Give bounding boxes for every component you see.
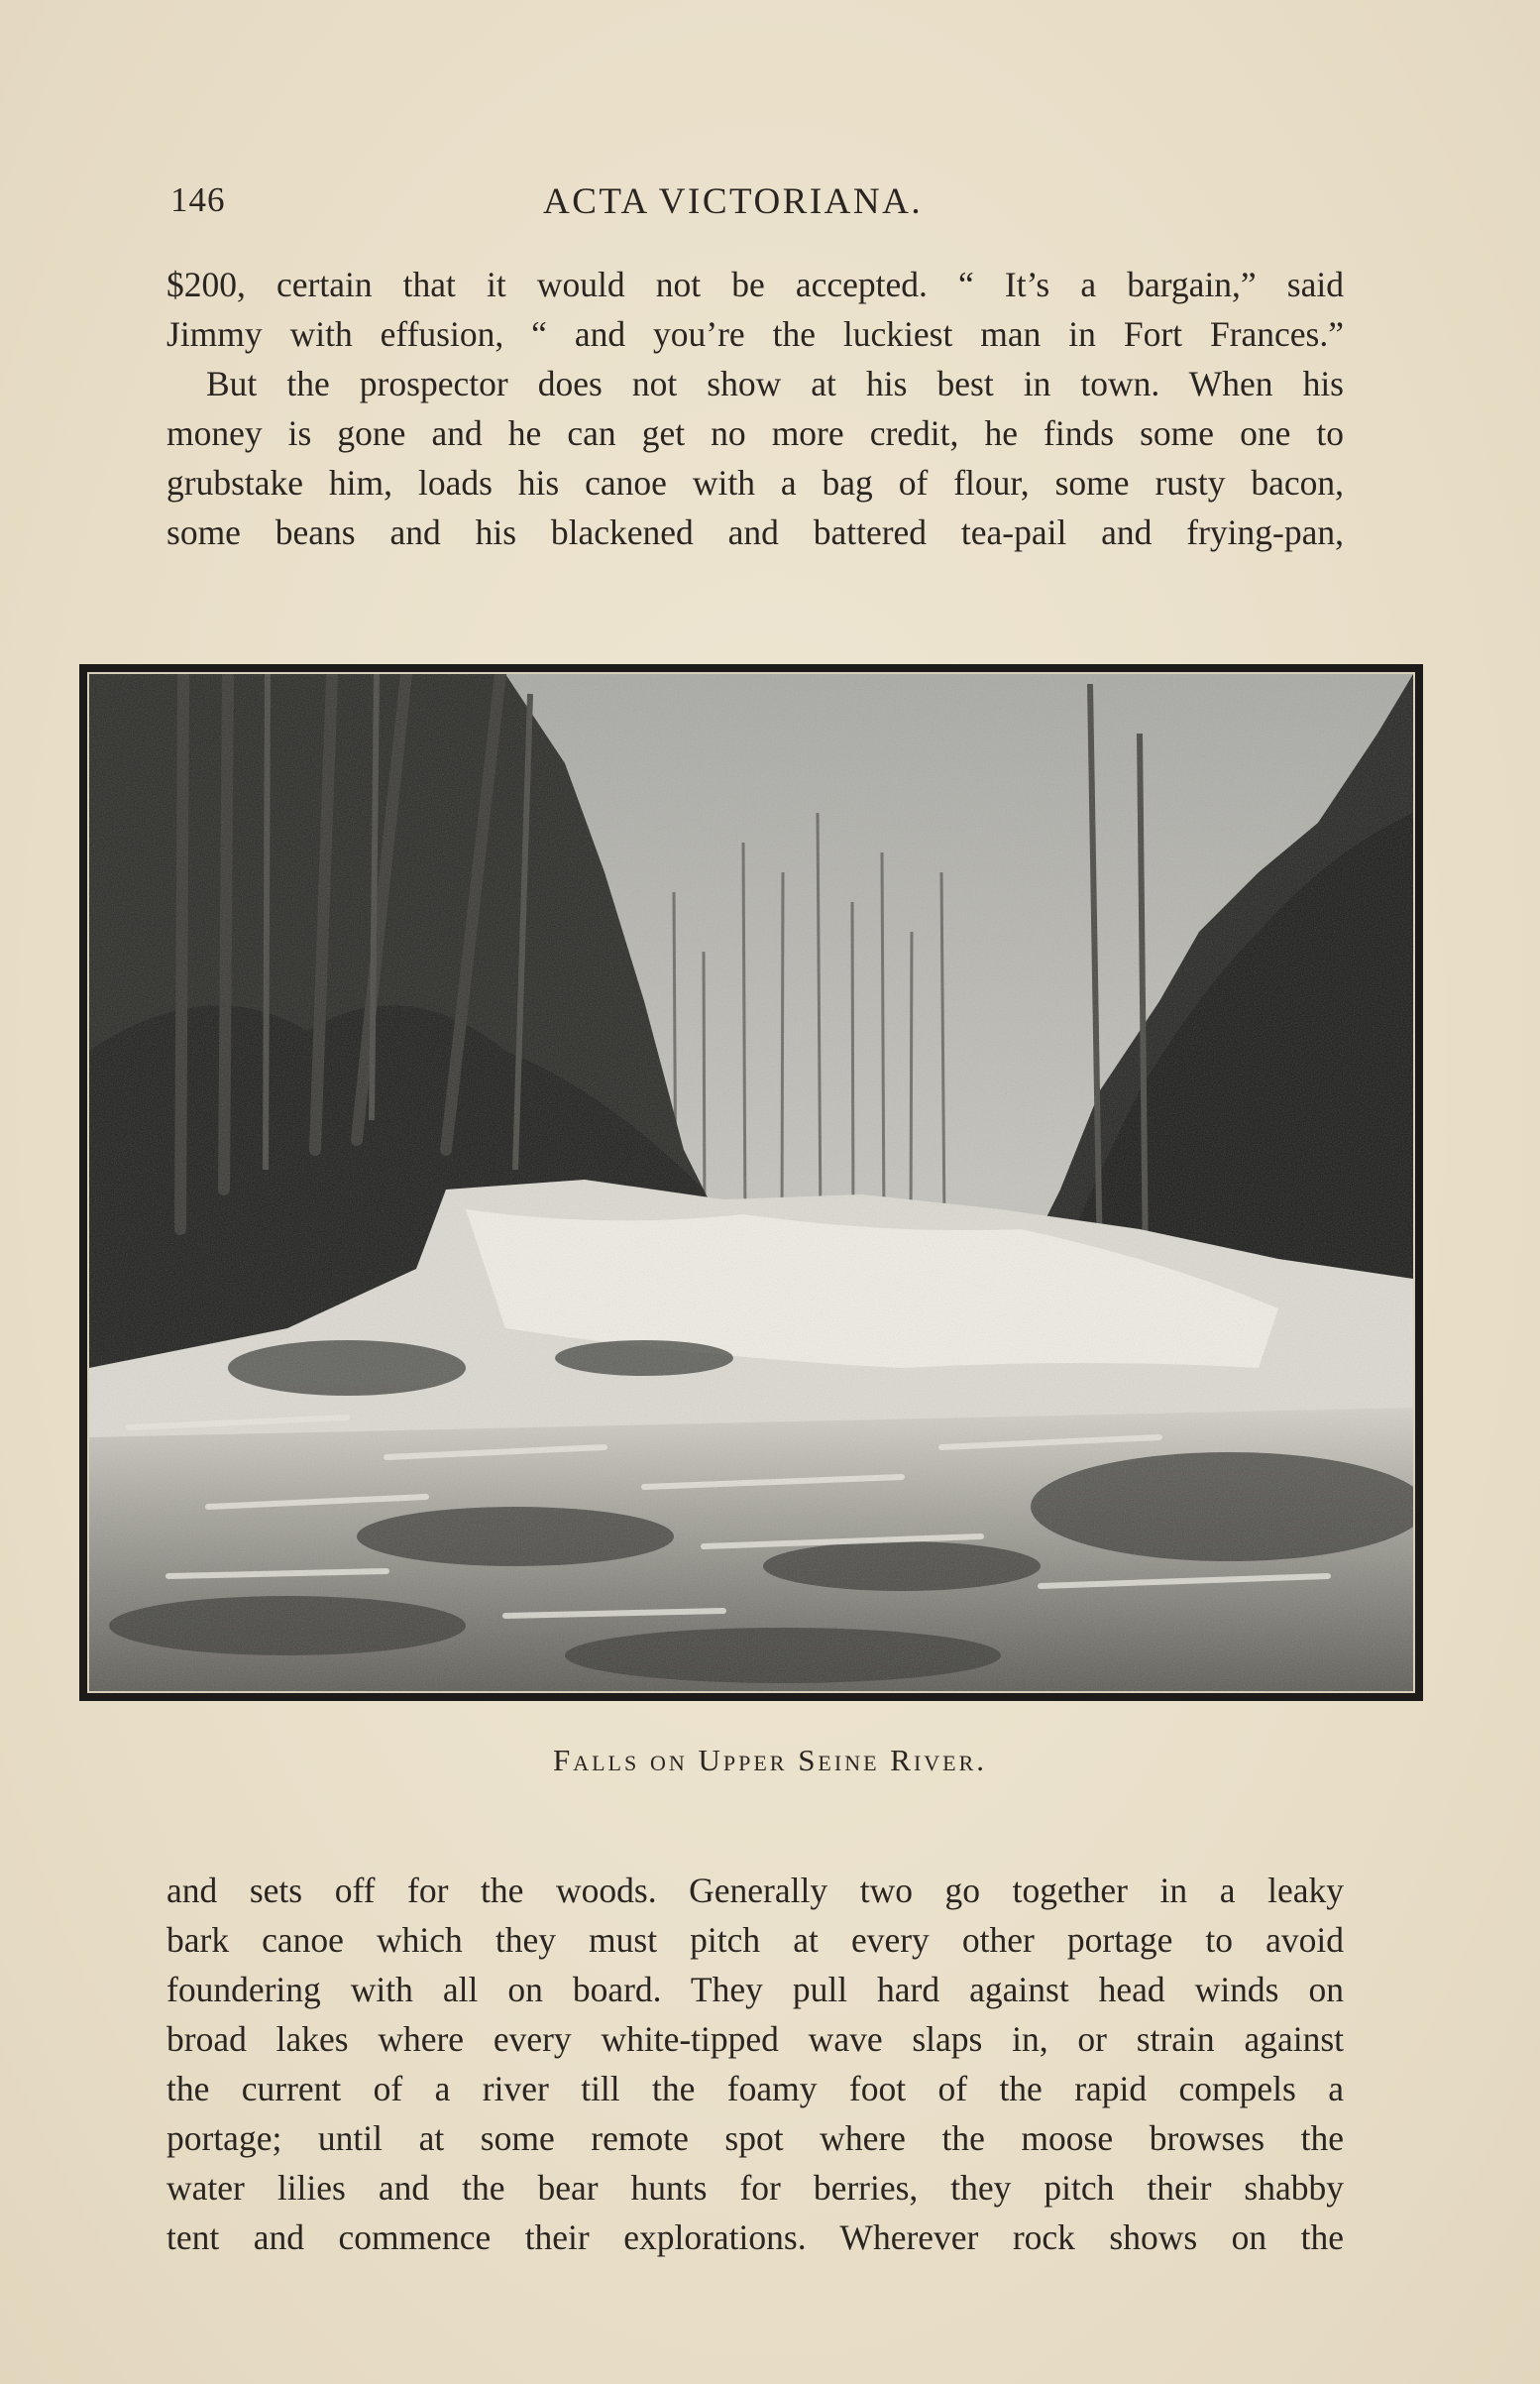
- text-line: some beans and his blackened and battered tea-pail and frying-pan,: [166, 512, 1344, 552]
- text-line: portage; until at some remote spot where the moose browses the: [166, 2118, 1344, 2158]
- text-line: bark canoe which they must pitch at every other portage to avoid: [166, 1920, 1344, 1960]
- text-line: foundering with all on board. They pull hard against head winds on: [166, 1970, 1344, 2009]
- text-line: But the prospector does not show at his best in town. When his: [206, 364, 1344, 403]
- page-number: 146: [170, 180, 226, 219]
- text-line: grubstake him, loads his canoe with a bag of flour, some rusty bacon,: [166, 463, 1344, 503]
- text-line: money is gone and he can get no more credit, he finds some one to: [166, 413, 1344, 453]
- photograph-falls: [87, 672, 1415, 1693]
- running-head: [170, 180, 1340, 240]
- text-line: tent and commence their explorations. Wherever rock shows on the: [166, 2217, 1344, 2257]
- body-text-top: [166, 260, 1344, 557]
- text-line: the current of a river till the foamy foot of the rapid compels a: [166, 2069, 1344, 2108]
- body-text-bottom: [166, 1866, 1344, 2262]
- text-line: and sets off for the woods. Generally two go together in a leaky: [166, 1871, 1344, 1910]
- photograph-plate: [79, 664, 1423, 1701]
- text-line: water lilies and the bear hunts for berries, they pitch their shabby: [166, 2168, 1344, 2208]
- text-line: Jimmy with effusion, “ and you’re the luckiest man in Fort Frances.”: [166, 314, 1344, 354]
- journal-title: ACTA VICTORIANA.: [543, 181, 924, 222]
- text-line: broad lakes where every white-tipped wave slaps in, or strain against: [166, 2019, 1344, 2059]
- figure-caption: Falls on Upper Seine River.: [552, 1743, 988, 1777]
- text-line: $200, certain that it would not be accepted. “ It’s a bargain,” said: [166, 265, 1344, 304]
- photograph-image: [89, 674, 1413, 1691]
